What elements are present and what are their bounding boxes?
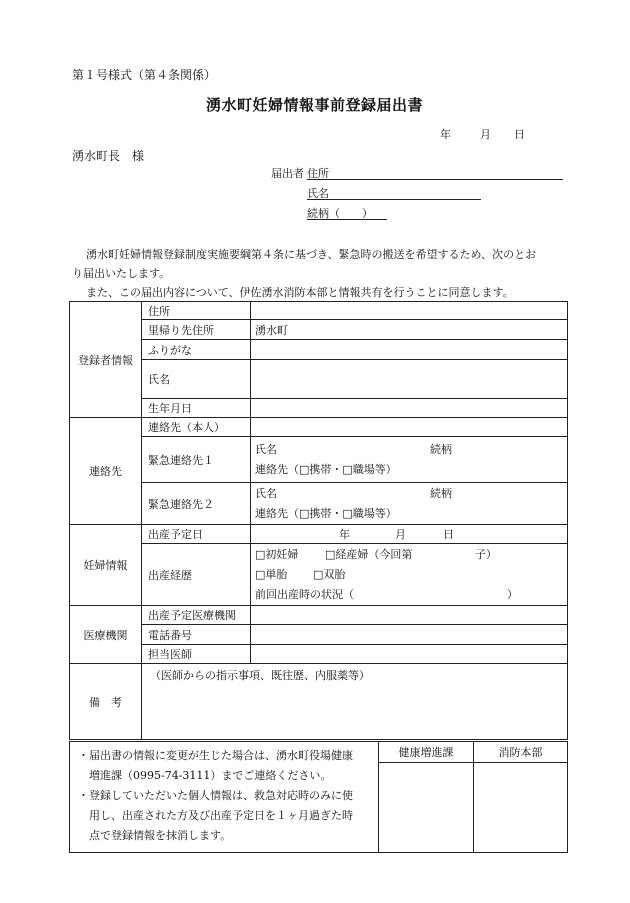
option-primipara[interactable]: □初妊婦 bbox=[255, 547, 299, 561]
prev-birth-status-close: ） bbox=[507, 587, 518, 601]
option-twins[interactable]: □双胎 bbox=[313, 567, 346, 581]
label-home-address: 里帰り先住所 bbox=[142, 320, 251, 340]
note-line-1: ・届出書の情報に変更が生じた場合は、湧水町役場健康 bbox=[78, 749, 353, 762]
input-phone[interactable] bbox=[251, 625, 568, 645]
table-row bbox=[70, 645, 568, 664]
input-birthdate[interactable] bbox=[251, 399, 568, 418]
applicant-relation-field[interactable] bbox=[307, 205, 387, 220]
form-title: 湧水町妊婦情報事前登録届出書 bbox=[206, 96, 424, 114]
option-singleton[interactable]: □単胎 bbox=[255, 567, 288, 581]
child-count-suffix: 子） bbox=[475, 547, 497, 561]
label-phone: 電話番号 bbox=[142, 625, 251, 645]
input-institution[interactable] bbox=[251, 606, 568, 625]
option-multipara[interactable]: □経産婦（今回第 bbox=[325, 547, 413, 561]
due-month-label: 月 bbox=[395, 528, 406, 541]
registration-table bbox=[69, 301, 568, 740]
label-birthdate: 生年月日 bbox=[142, 399, 251, 418]
table-row bbox=[70, 418, 568, 437]
due-day-label: 日 bbox=[443, 528, 454, 541]
input-contact-self[interactable] bbox=[251, 418, 568, 437]
note-line-4: 用し、出産された方及び出産予定日を１ヶ月過ぎた時 bbox=[78, 809, 353, 822]
note-line-3: ・登録していただいた個人情報は、救急対応時のみに使 bbox=[78, 789, 353, 802]
applicant-address-label: 住所 bbox=[307, 167, 329, 180]
note-line-5: 点で登録情報を抹消します。 bbox=[78, 829, 232, 842]
health-dept-header: 健康増進課 bbox=[379, 742, 474, 763]
applicant-prefix: 届出者 bbox=[271, 167, 304, 180]
label-address: 住所 bbox=[142, 302, 251, 320]
category-medical: 医療機関 bbox=[70, 606, 142, 664]
input-doctor[interactable] bbox=[251, 645, 568, 664]
label-contact-self: 連絡先（本人） bbox=[142, 418, 251, 437]
emergency-2-contact-type: 連絡先（□携帯・□職場等） bbox=[255, 506, 397, 520]
label-furigana: ふりがな bbox=[142, 340, 251, 360]
table-row bbox=[70, 340, 568, 360]
table-row bbox=[70, 320, 568, 340]
label-doctor: 担当医師 bbox=[142, 645, 251, 664]
date-year-label: 年 bbox=[440, 128, 451, 141]
table-row bbox=[70, 437, 568, 483]
input-due-date[interactable] bbox=[251, 525, 568, 544]
emergency-2-relation-label: 続柄 bbox=[430, 486, 452, 500]
health-dept-stamp-box[interactable] bbox=[379, 763, 474, 853]
form-number: 第１号様式（第４条関係） bbox=[72, 68, 217, 82]
remarks-note: （医師からの指示事項、既往歴、内服薬等） bbox=[150, 669, 370, 682]
applicant-name-label: 氏名 bbox=[307, 187, 329, 200]
label-due-date: 出産予定日 bbox=[142, 525, 251, 544]
footer-notes bbox=[70, 742, 379, 853]
applicant-name-field[interactable] bbox=[307, 185, 481, 200]
input-remarks[interactable] bbox=[142, 664, 568, 740]
emergency-1-relation-label: 続柄 bbox=[430, 442, 452, 456]
table-row bbox=[70, 399, 568, 418]
footer-table bbox=[69, 741, 568, 853]
category-registrant: 登録者情報 bbox=[70, 302, 142, 418]
input-name[interactable] bbox=[251, 360, 568, 399]
label-birth-history: 出産経歴 bbox=[142, 544, 251, 606]
date-day-label: 日 bbox=[514, 128, 525, 141]
fire-dept-stamp-box[interactable] bbox=[474, 763, 568, 853]
table-row bbox=[70, 544, 568, 606]
emergency-2-name-label: 氏名 bbox=[255, 486, 277, 500]
input-home-address[interactable] bbox=[251, 320, 568, 340]
category-remarks: 備 考 bbox=[70, 664, 142, 740]
label-emergency-1: 緊急連絡先１ bbox=[142, 437, 251, 483]
table-row bbox=[70, 483, 568, 525]
table-row bbox=[70, 302, 568, 320]
home-address-value: 湧水町 bbox=[255, 323, 288, 337]
table-row bbox=[70, 625, 568, 645]
label-institution: 出産予定医療機関 bbox=[142, 606, 251, 625]
table-row bbox=[70, 664, 568, 740]
note-line-2: 増進課（0995-74-3111）までご連絡ください。 bbox=[78, 769, 332, 782]
input-birth-history[interactable] bbox=[251, 544, 568, 606]
applicant-address-field[interactable] bbox=[307, 165, 563, 180]
category-contact: 連絡先 bbox=[70, 418, 142, 525]
addressee: 湧水町長 様 bbox=[72, 149, 145, 163]
intro-line-3: また、この届出内容について、伊佐湧水消防本部と情報共有を行うことに同意します。 bbox=[86, 286, 514, 299]
table-row bbox=[70, 360, 568, 399]
fire-dept-header: 消防本部 bbox=[474, 742, 568, 763]
intro-line-2: り届出いたします。 bbox=[72, 267, 171, 280]
date-month-label: 月 bbox=[480, 128, 491, 141]
emergency-1-contact-type: 連絡先（□携帯・□職場等） bbox=[255, 462, 397, 476]
prev-birth-status-label: 前回出産時の状況（ bbox=[255, 587, 354, 601]
category-pregnancy: 妊婦情報 bbox=[70, 525, 142, 606]
input-furigana[interactable] bbox=[251, 340, 568, 360]
emergency-1-name-label: 氏名 bbox=[255, 442, 277, 456]
table-row bbox=[70, 606, 568, 625]
input-emergency-2[interactable] bbox=[251, 483, 568, 525]
intro-line-1: 湧水町妊婦情報登録制度実施要綱第４条に基づき、緊急時の搬送を希望するため、次のとお bbox=[86, 248, 537, 261]
applicant-relation-label: 続柄（ ） bbox=[307, 207, 373, 220]
due-year-label: 年 bbox=[339, 528, 350, 541]
label-name: 氏名 bbox=[142, 360, 251, 399]
table-row bbox=[70, 525, 568, 544]
label-emergency-2: 緊急連絡先２ bbox=[142, 483, 251, 525]
input-emergency-1[interactable] bbox=[251, 437, 568, 483]
input-address[interactable] bbox=[251, 302, 568, 320]
